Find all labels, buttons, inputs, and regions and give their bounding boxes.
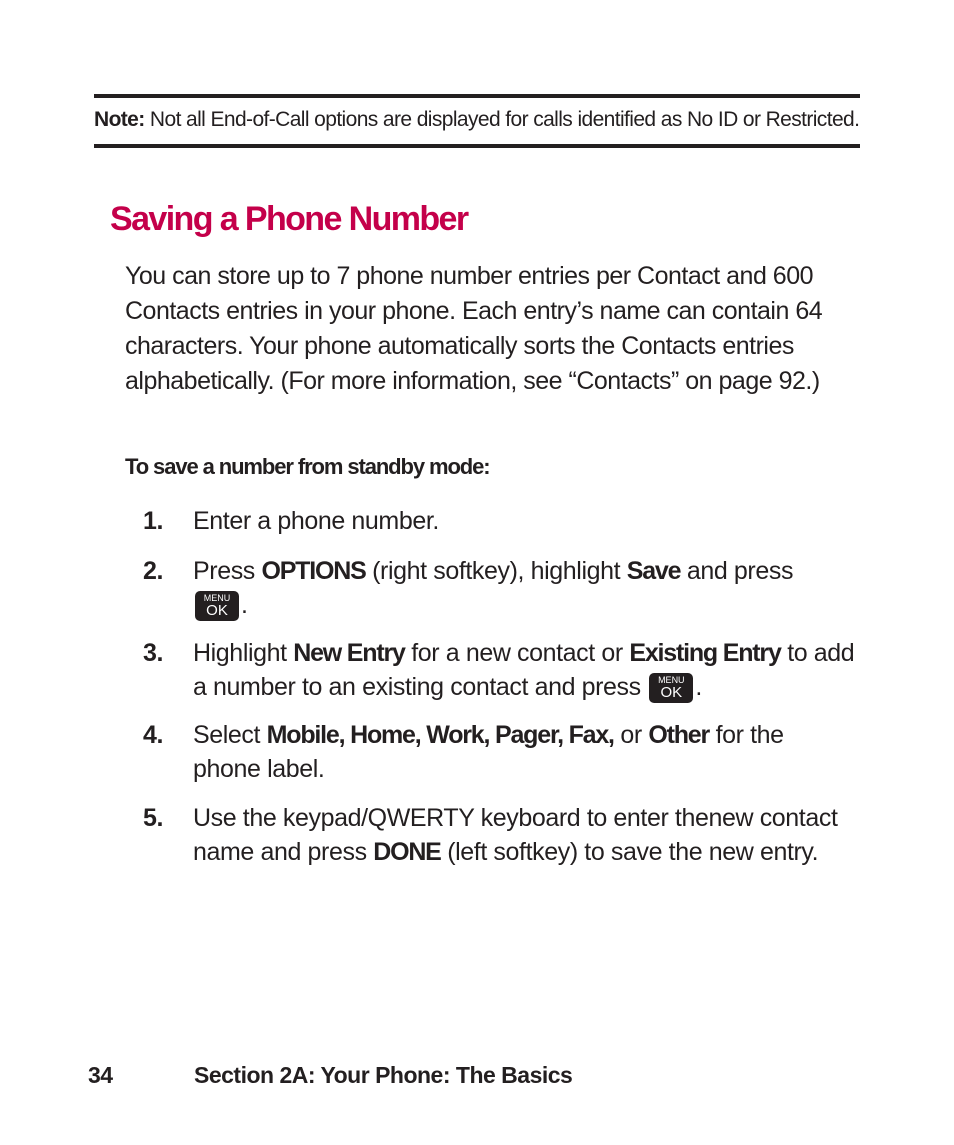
note-text: Not all End-of-Call options are displayed for calls identified as No ID or Restricted.: [149, 108, 860, 131]
step-text: Use the keypad/QWERTY keyboard to enter thenew contact name and press DONE (left softkey) to save the new entry.: [193, 804, 838, 866]
step-2: [143, 554, 855, 622]
step-number: 4.: [143, 721, 164, 749]
other-label: Other: [648, 721, 710, 749]
procedure-subheading: To save a number from standby mode:: [125, 454, 490, 479]
note-box: [94, 94, 860, 148]
label-options: Mobile, Home, Work, Pager, Fax,: [266, 721, 614, 749]
section-footer: Section 2A: Your Phone: The Basics: [194, 1062, 573, 1088]
step-3: [143, 636, 855, 704]
step-text: Enter a phone number.: [193, 507, 439, 535]
options-softkey-label: OPTIONS: [261, 557, 366, 585]
page-number: 34: [88, 1062, 113, 1088]
step-number: 3.: [143, 639, 164, 667]
save-option-label: Save: [626, 557, 681, 585]
existing-entry-label: Existing Entry: [629, 639, 781, 667]
step-text: Press OPTIONS (right softkey), highlight Save and press MENU OK .: [193, 557, 794, 620]
step-1: [143, 504, 855, 538]
section-heading: Saving a Phone Number: [110, 200, 468, 238]
step-5: [143, 801, 855, 869]
menu-ok-key-icon: MENU OK: [195, 591, 239, 621]
step-text: Select Mobile, Home, Work, Pager, Fax, or Other for the phone label.: [193, 721, 784, 783]
intro-paragraph: You can store up to 7 phone number entries per Contact and 600 Contacts entries in your phone. Each entry’s name can contain 64 characters. Your phone automatically sorts the Contacts entries alphabetically. (For more information, see “Contacts” on page 92.): [125, 262, 823, 395]
done-softkey-label: DONE: [373, 838, 441, 866]
step-text: Highlight New Entry for a new contact or Existing Entry to add a number to an existing contact and press MENU OK .: [193, 639, 855, 702]
step-4: [143, 718, 855, 786]
new-entry-label: New Entry: [293, 639, 405, 667]
step-number: 5.: [143, 804, 164, 832]
note-label: Note:: [94, 108, 145, 131]
menu-ok-key-icon: MENU OK: [649, 673, 693, 703]
step-number: 2.: [143, 557, 164, 585]
step-number: 1.: [143, 507, 164, 535]
